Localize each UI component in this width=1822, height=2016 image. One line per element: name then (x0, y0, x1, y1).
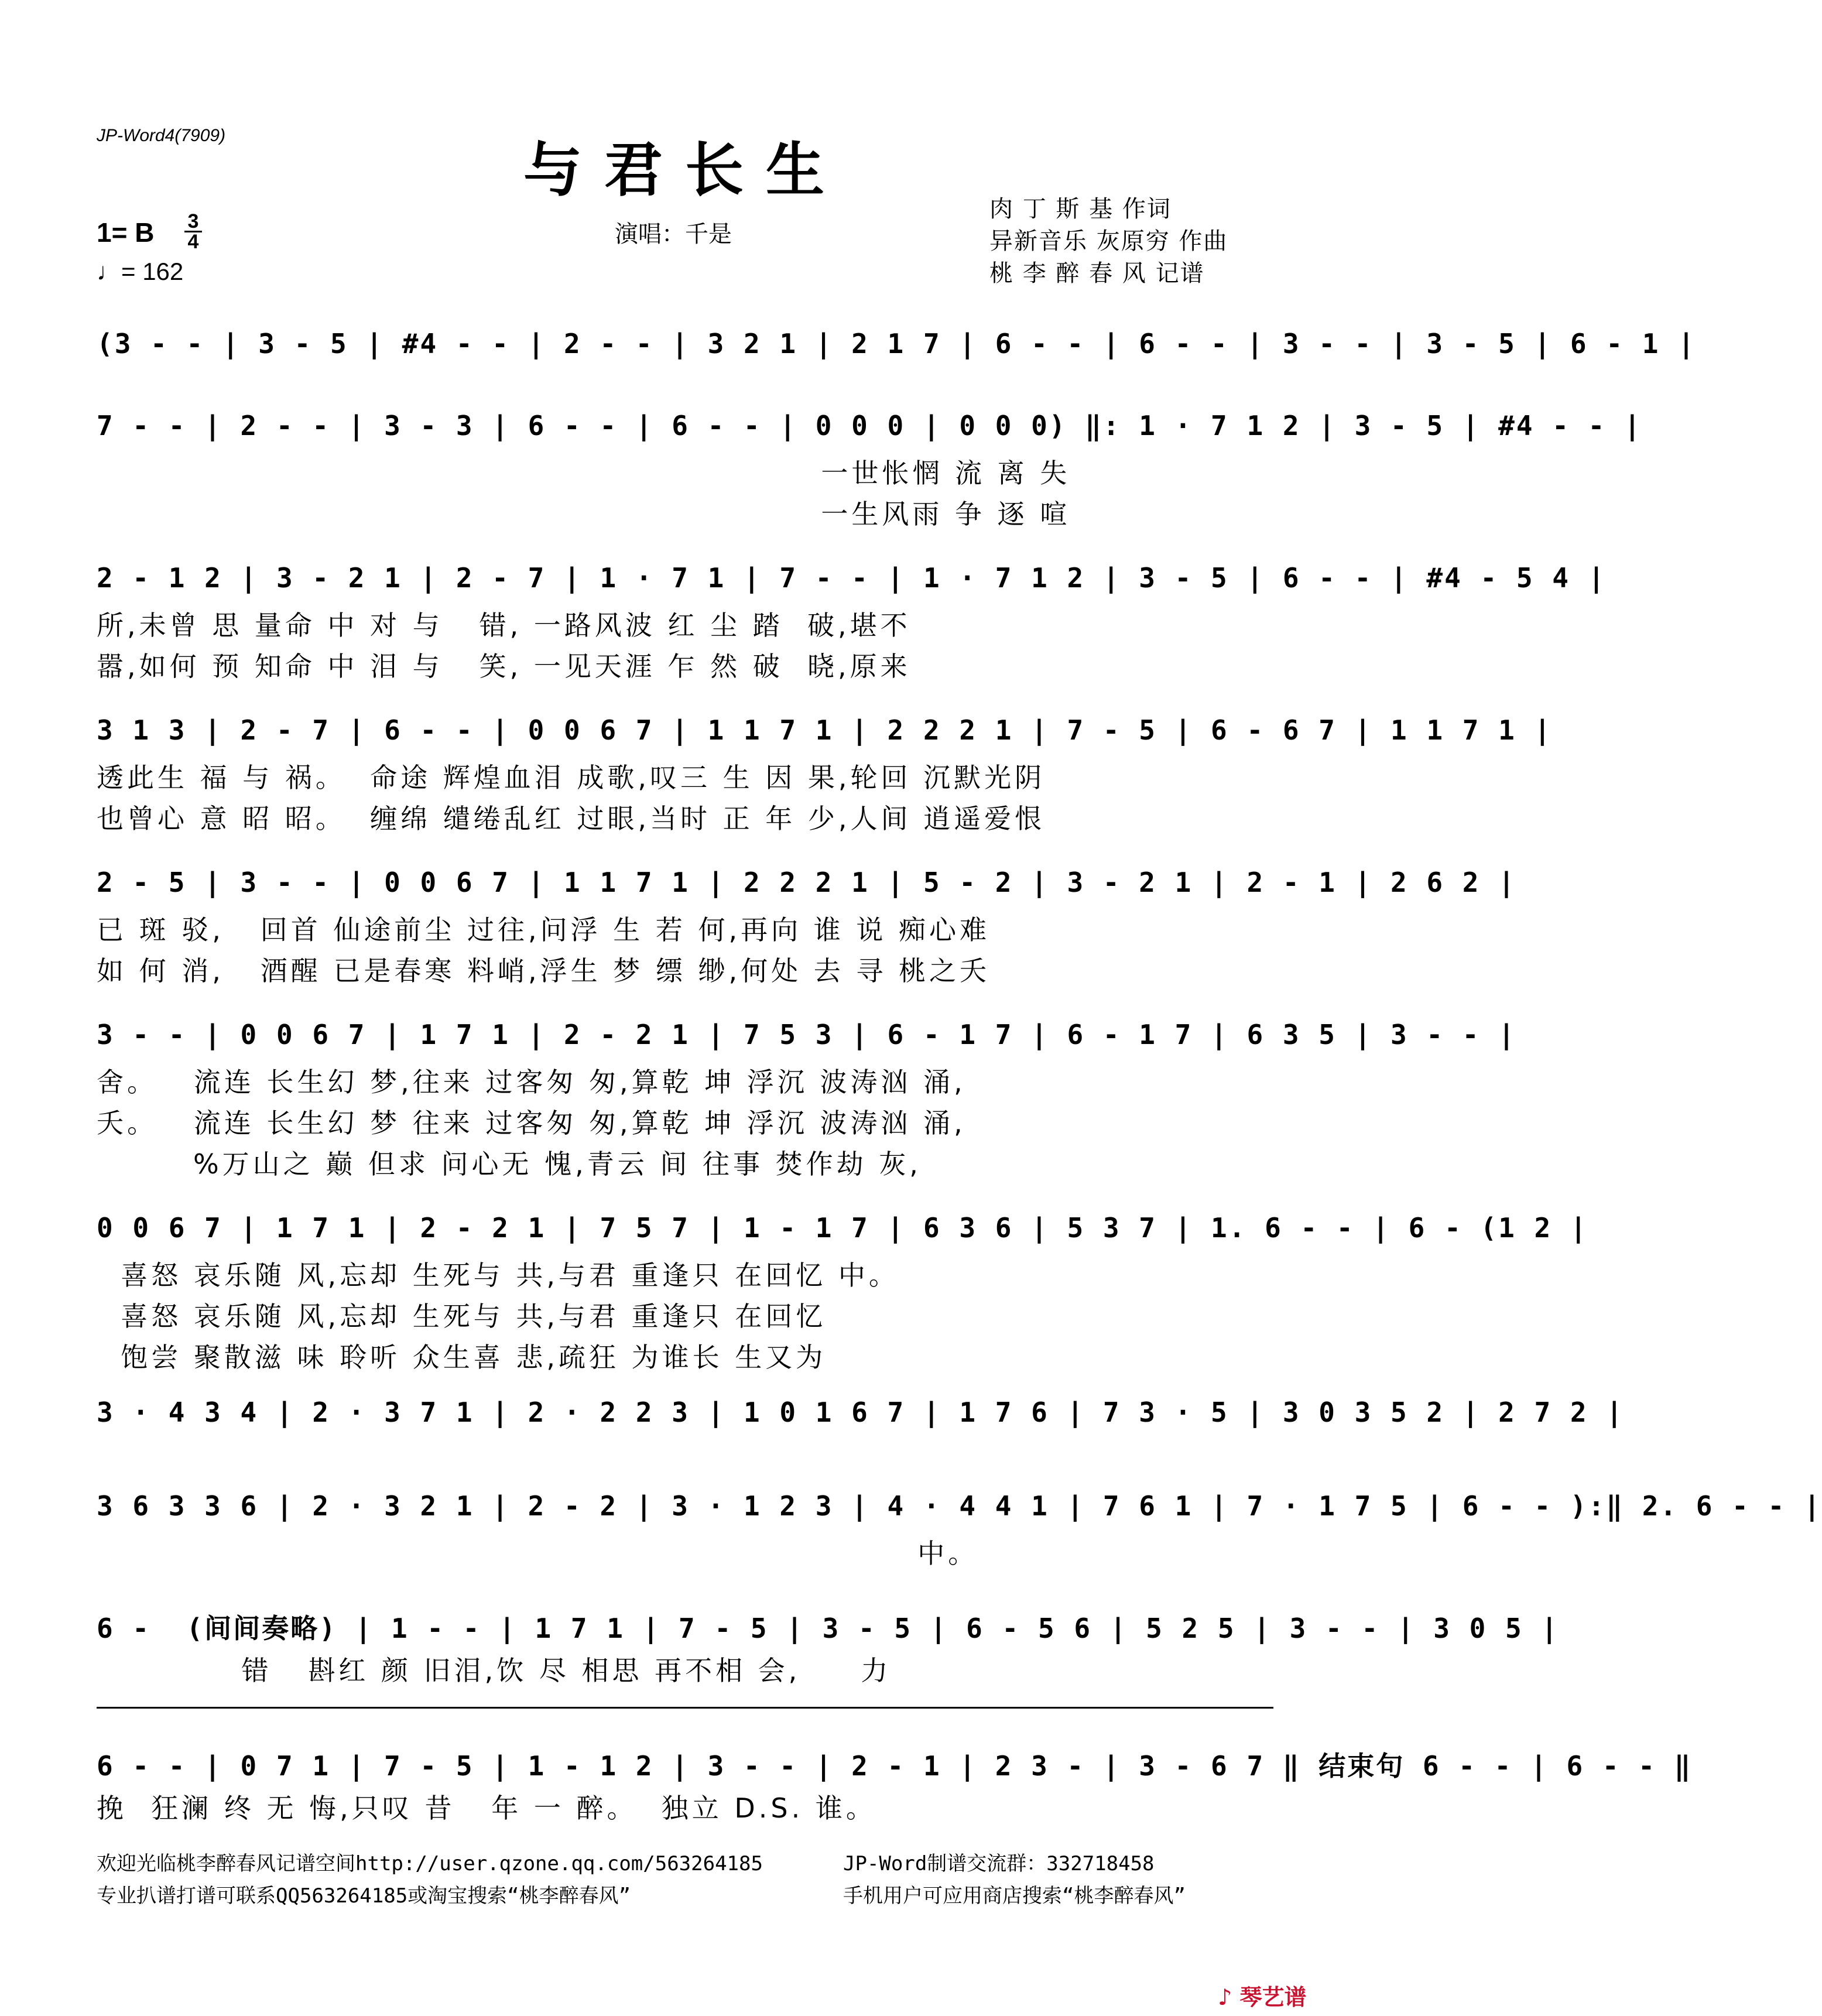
composer-credit: 异新音乐 灰原穷 作曲 (989, 228, 1228, 255)
notation-line: 3 1 3 | 2 - 7 | 6 - - | 0 0 6 7 | 1 1 7 1 | 2 2 2 1 | 7 - 5 | 6 - 6 7 | 1 1 7 1 | (97, 714, 1553, 746)
lyric-verse-1: 所,未曾 思 量命 中 对 与 错, 一路风波 红 尘 踏 破,堪不 (97, 610, 911, 641)
notation-line: 3 · 4 3 4 | 2 · 3 7 1 | 2 · 2 2 3 | 1 0 1 6 7 | 1 7 6 | 7 3 · 5 | 3 0 3 5 2 | 2 7 2 | (97, 1397, 1625, 1428)
tempo-marking: ♩= 162 (97, 258, 184, 285)
footer-group: JP-Word制谱交流群：332718458 (843, 1852, 1155, 1875)
notation-line: 0 0 6 7 | 1 7 1 | 2 - 2 1 | 7 5 7 | 1 - 1 7 | 6 3 6 | 5 3 7 | 1. 6 - - | 6 - (1 2 | (97, 1212, 1588, 1244)
singer-label: 演唱：千是 (615, 221, 732, 248)
software-tag: JP-Word4(7909) (97, 126, 226, 145)
lyric-verse-2: 也曾心 意 昭 昭。 缠绵 缱绻乱红 过眼,当时 正 年 少,人间 逍遥爱恨 (97, 803, 1046, 834)
lyric-verse-2: 如 何 消, 酒醒 已是春寒 料峭,浮生 梦 缥 缈,何处 去 寻 桃之夭 (97, 955, 990, 987)
lyric-verse-1: 已 斑 驳, 回首 仙途前尘 过往,问浮 生 若 何,再向 谁 说 痴心难 (97, 914, 990, 946)
score-row (97, 1397, 1625, 1484)
footer-app: 手机用户可应用商店搜索“桃李醉春风” (843, 1884, 1186, 1908)
score-row (97, 867, 1516, 987)
notation-line: 2 - 1 2 | 3 - 2 1 | 2 - 7 | 1 · 7 1 | 7 - - | 1 · 7 1 2 | 3 - 5 | 6 - - | #4 - 5 4 | (97, 562, 1607, 594)
footer-website: 欢迎光临桃李醉春风记谱空间http://user.qzone.qq.com/563264185 (97, 1852, 763, 1875)
notation-line: 3 6 3 3 6 | 2 · 3 2 1 | 2 - 2 | 3 · 1 2 3 | 4 · 4 4 1 | 7 6 1 | 7 · 1 7 5 | 6 - - ):‖ 2. 6 - - | (97, 1490, 1822, 1522)
time-signature (184, 212, 202, 251)
lyric-verse-2: 喜怒 哀乐随 风,忘却 生死与 共,与君 重逢只 在回忆 (97, 1300, 827, 1332)
meter-numerator: 3 (187, 210, 199, 232)
lyric-verse-2: 一生风雨 争 逐 喧 (97, 498, 1071, 530)
logo-icon: ♪ (1218, 1984, 1232, 2010)
score-row (97, 410, 1642, 530)
lyric-verse-1: 舍。 流连 长生幻 梦,往来 过客匆 匆,算乾 坤 浮沉 波涛汹 涌, (97, 1066, 966, 1098)
notation-line: 6 - - | 0 7 1 | 7 - 5 | 1 - 1 2 | 3 - - | 2 - 1 | 2 3 - | 3 - 6 7 ‖ 结束句 6 - - | 6 - - ‖ (97, 1750, 1693, 1782)
lyric-verse-2: 嚣,如何 预 知命 中 泪 与 笑, 一见天涯 乍 然 破 晓,原来 (97, 651, 911, 682)
section-divider (97, 1707, 1273, 1709)
lyric-verse-2: 夭。 流连 长生幻 梦 往来 过客匆 匆,算乾 坤 浮沉 波涛汹 涌, (97, 1107, 966, 1139)
lyric-verse-1: 一世怅惘 流 离 失 (97, 457, 1071, 489)
logo-text: 琴艺谱 (1239, 1984, 1307, 2010)
score-row (97, 1019, 1516, 1180)
song-title: 与君长生 (523, 135, 847, 204)
lyric-verse-1: 喜怒 哀乐随 风,忘却 生死与 共,与君 重逢只 在回忆 中。 (97, 1259, 899, 1291)
transcriber-credit: 桃 李 醉 春 风 记谱 (989, 260, 1205, 287)
lyric-verse-3: %万山之 巅 但求 问心无 愧,青云 间 往事 焚作劫 灰, (97, 1148, 922, 1180)
lyric-verse-3: 饱尝 聚散滋 味 聆听 众生喜 悲,疏狂 为谁长 生又为 (97, 1341, 827, 1373)
key-signature: 1= B (97, 217, 155, 248)
lyric-verse-1: 透此生 福 与 祸。 命途 辉煌血泪 成歌,叹三 生 因 果,轮回 沉默光阴 (97, 762, 1046, 793)
score-row (97, 1490, 1822, 1578)
lyricist-credit: 肉 丁 斯 基 作词 (989, 196, 1172, 223)
lyric-verse-1: 中。 (97, 1538, 979, 1569)
notation-line: 2 - 5 | 3 - - | 0 0 6 7 | 1 1 7 1 | 2 2 2 1 | 5 - 2 | 3 - 2 1 | 2 - 1 | 2 6 2 | (97, 867, 1516, 898)
notation-line: 6 - (间间奏略) | 1 - - | 1 7 1 | 7 - 5 | 3 - 5 | 6 - 5 6 | 5 2 5 | 3 - - | 3 0 5 | (97, 1613, 1560, 1644)
score-row (97, 562, 1607, 682)
score-row (97, 328, 1696, 416)
site-logo (1218, 1979, 1307, 2011)
footer-contact: 专业扒谱打谱可联系QQ563264185或淘宝搜索“桃李醉春风” (97, 1884, 631, 1908)
meter-denominator: 4 (187, 231, 199, 253)
score-row (97, 1745, 1693, 1833)
score-row (97, 714, 1553, 834)
notation-line: (3 - - | 3 - 5 | #4 - - | 2 - - | 3 2 1 | 2 1 7 | 6 - - | 6 - - | 3 - - | 3 - 5 | 6 - 1 | (97, 328, 1696, 360)
score-row (97, 1607, 1560, 1695)
notation-line: 3 - - | 0 0 6 7 | 1 7 1 | 2 - 2 1 | 7 5 3 | 6 - 1 7 | 6 - 1 7 | 6 3 5 | 3 - - | (97, 1019, 1516, 1050)
score-row (97, 1212, 1588, 1373)
lyric-verse-1: 错 斟红 颜 旧泪,饮 尽 相思 再不相 会, 力 (97, 1655, 892, 1686)
lyric-verse-1: 挽 狂澜 终 无 悔,只叹 昔 年 一 醉。 独立 D.S. 谁。 (97, 1792, 876, 1824)
notation-line: 7 - - | 2 - - | 3 - 3 | 6 - - | 6 - - | 0 0 0 | 0 0 0) ‖: 1 · 7 1 2 | 3 - 5 | #4 - - | (97, 410, 1642, 441)
